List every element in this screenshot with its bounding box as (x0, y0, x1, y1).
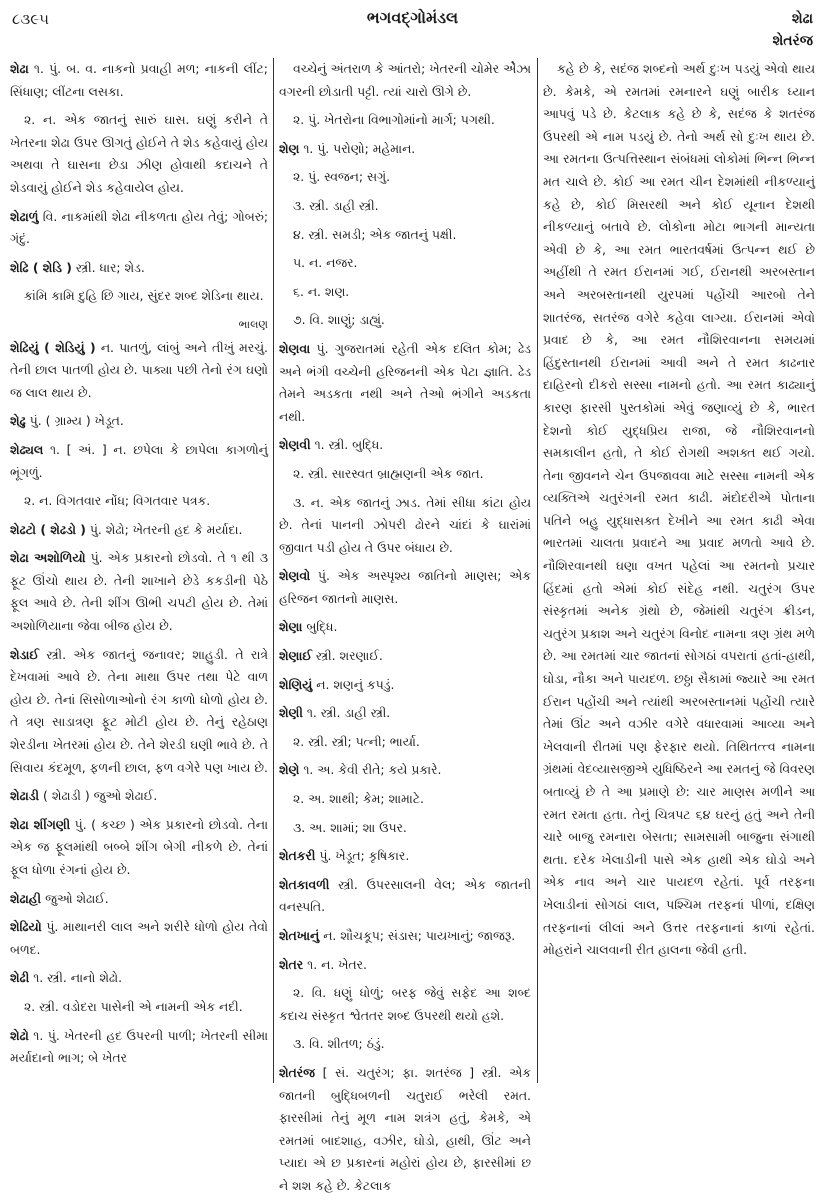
entry-definition: પું. ( ગ્રામ્ય ) ખેડૂત. (29, 413, 124, 429)
entry-headword: શેણી (279, 705, 303, 721)
entry-definition: ૨. પું. સ્વજન; સગું. (293, 169, 391, 185)
entry-headword: શેઢાડી (10, 788, 40, 804)
entry-headword: શેઢાહી (10, 890, 42, 906)
entry-headword: શેણવા (279, 340, 311, 356)
dictionary-entry (279, 817, 531, 840)
entry-definition: ૨. ન. એક જાતનું સારું ઘાસ. ઘણું કરીને તે ખેતરના શેઢા ઉપર ઊગતું હોઈને તે શેડ કહેવાયું હોય અથવા તે ઘાસના છેડા ઝીણ હોવાથી કદાચને તે શેડવાયું હોઈને શેડ કહેવાયેલ હોય. (10, 112, 268, 195)
entry-definition: ૧. પું. બ. વ. નાકનો પ્રવાહી મળ; નાકની લીંટ; સિંધાણ; લીંટના લસકા. (10, 61, 268, 99)
dictionary-entry (10, 1025, 268, 1070)
entry-definition: સ્ત્રી. શરણાઈ. (315, 648, 383, 664)
dictionary-entry (10, 916, 268, 961)
entry-headword: શેઢાળું (10, 208, 39, 224)
dictionary-entry (279, 224, 531, 247)
entry-headword: શેઢ્યલ (10, 441, 44, 457)
dictionary-entry (279, 954, 531, 977)
entry-headword: શેણિયું (279, 676, 313, 692)
dictionary-entry (543, 58, 815, 962)
entry-headword: શેણવી (279, 437, 311, 453)
entry-definition: જુઓ શેઢાઈ. (45, 890, 109, 906)
entry-definition: ૨. અ. શાથી; કેમ; શામાટે. (293, 791, 424, 807)
entry-definition: સ્ત્રી. ઉપરસાલની વેલ; એક જાતની વનસ્પતિ. (279, 876, 531, 915)
entry-definition: ન. પાતળું, લાંબું અને તીખું મરચું. તેની છાલ પાતળી હોય છે. પાક્યા પછી તેનો રંગ ઘણો જ લાલ થાય છે. (10, 339, 268, 400)
dictionary-entry (279, 109, 531, 132)
entry-definition: ૨. સ્ત્રી. વડોદરા પાસેની એ નામની એક નદી. (24, 998, 243, 1014)
entry-definition: ૭. વિ. શાણું; ડાહ્યું. (293, 312, 385, 328)
entry-definition: ૩. સ્ત્રી. ડાહી સ્ત્રી. (293, 197, 379, 213)
dictionary-entry (10, 888, 268, 911)
entry-headword: શેતર (279, 956, 304, 972)
entry-definition: ન. શૌચકૂપ; સંડાસ; પાયખાનું; જાજરૂ. (323, 928, 516, 943)
entry-definition: ૨. સ્ત્રી. સારસ્વત બ્રાહ્મણની એક જાત. (293, 465, 484, 481)
entry-headword: શેઢી (10, 970, 30, 986)
entry-definition: ૨. પું. ખેતરોના વિભાગોમાંનો માર્ગ; પગથી. (293, 112, 495, 128)
entry-definition: કાંમિ કામિ દુહિ છિ ગાય, સુંદર શબ્દ શેડિના થાય. (24, 288, 264, 304)
entry-definition: [ સં. ચતુરંગ; ફા. શતરંજ ] સ્ત્રી. એક જાતની બુદ્ધિબળની ચતુરાઈ ભરેલી રમત. ફારસીમાં તેનું મૂળ નામ શત્રંગ હતું, કેમકે, એ રમતમાં બાદશાહ, વઝીર, ઘોડો, હાથી, ઊંટ અને પ્યાદા એ છ પ્રકારનાં મહોરાં હોય છે, ફારસીમાં છ ને શશ કહે છે. કેટલાક (279, 1064, 531, 1193)
dictionary-entry (10, 58, 268, 103)
entry-definition: વચ્ચેનું અંતરાળ કે આંતરો; ખેતરની ચોમેર એેઝા વગરની છોડાતી પટ્ટી. ત્યાં ચારો ઊગે છે. (279, 61, 531, 99)
entry-headword: શેઢિ ( શેડિ ) (10, 259, 72, 275)
entry-definition: પું. ગુજરાતમાં રહેતી એક દલિત કોમ; ઢેડ અને ભંગી વચ્ચેની હરિજનની એક પેટા જ્ઞાતિ. ઢેડ તેમને અડકતા નથી અને તેઓ ભંગીને અડકતા નથી. (279, 340, 531, 424)
dictionary-entry (279, 731, 531, 754)
dictionary-entry (279, 434, 531, 457)
dictionary-entry (279, 58, 531, 103)
guide-words (772, 8, 813, 52)
entry-definition: ૧. પું. ખેતરની હદ ઉપરની પાળી; ખેતરની સીમા મર્યાદાનો ભાગ; બે ખેતર (10, 1027, 268, 1066)
dictionary-entry (279, 338, 531, 428)
entry-definition: ૧. સ્ત્રી. બુદ્ધિ. (314, 437, 384, 453)
entry-definition: સ્ત્રી. એક જાતનું જનાવર; શાહુડી. તે રાત્રે દેખવામાં આવે છે. તેના માથા ઉપર તથા પેટે વાળ હોય છે. તેનાં સિસોળાઓનો રંગ કાળો ધોળો હોય છે. તે ત્રણ સાડાત્રણ ફૂટ મોટી હોય છે. તેનું રહેઠાણ શેરડીના ખેતરમાં હોય છે. તેને શેરડી ઘણી ભાવે છે. તે સિવાય કંદમૂળ, ફળની છાલ, ફળ વગેરે પણ ખાય છે. (10, 646, 268, 775)
entry-headword: શેતકરી (279, 848, 316, 864)
dictionary-entry (279, 702, 531, 725)
dictionary-entry (279, 309, 531, 332)
dictionary-entry (10, 439, 268, 484)
dictionary-entry (10, 206, 268, 251)
dictionary-entry (10, 257, 268, 280)
entry-headword: શેઢિયો (10, 919, 42, 935)
dictionary-entry (279, 1062, 531, 1198)
dictionary-entry (279, 616, 531, 639)
dictionary-entry (10, 547, 268, 637)
dictionary-entry (279, 492, 531, 560)
entry-headword: શેઢા (10, 61, 29, 76)
entry-definition: ૩. ન. એક જાતનું ઝાડ. તેમાં સીધા કાંટા હોય છે. તેનાં પાનની ઝોપરી ઢોરને ચાંદાં કે ઘારાંમાં જીવાત પડી હોય તે ઉપર બંધાય છે. (279, 494, 531, 555)
entry-headword: શેઢિયું ( શેડિયું ) (10, 339, 96, 355)
dictionary-entry (279, 874, 531, 919)
column-1 (10, 58, 268, 1076)
entry-definition: ૨. ન. વિગતવાર નોંધ; વિગતવાર પત્રક. (24, 493, 211, 509)
entry-headword: શેઢટો ( શેઢડો ) (10, 521, 86, 537)
page-header (0, 0, 825, 56)
entry-definition: ૫. ન. નજર. (293, 255, 358, 271)
entry-headword: શેડાઈ (10, 646, 39, 662)
dictionary-entry (279, 166, 531, 189)
dictionary-entry (279, 252, 531, 275)
quote-source: ભાલણ (238, 317, 268, 331)
column-2 (279, 58, 531, 1204)
dictionary-entry (10, 519, 268, 542)
entry-headword: શેણા (279, 619, 303, 635)
entry-definition: ૨. સ્ત્રી. સ્ત્રી; પત્ની; ભાર્યા. (293, 733, 420, 749)
dictionary-entry (10, 337, 268, 405)
dictionary-entry (279, 645, 531, 668)
entry-definition: ન. શણનું કપડું. (316, 676, 395, 692)
entry-headword: શેણાઈ (279, 648, 312, 664)
entry-definition: ૪. સ્ત્રી. સમડી; એક જાતનું પક્ષી. (293, 226, 457, 242)
dictionary-entry (10, 996, 268, 1019)
entry-definition: પું. ( કચ્છ ) એક પ્રકારનો છોડવો. તેના એક જ ફૂલમાંથી બબ્બે શીંગ બેગી નીકળે છે. તેનાં ફૂલ ધોળા રંગનાં હોય છે. (10, 816, 268, 877)
entry-definition: ૧. પું. પરોણો; મહેમાન. (303, 140, 416, 156)
dictionary-entry (10, 410, 268, 433)
entry-definition: ૧. સ્ત્રી. ડાહી સ્ત્રી. (306, 705, 391, 721)
entry-definition: વિ. નાકમાંથી શેઢા નીકળતા હોય તેવું; ગોબરું; ગંદું. (10, 208, 268, 247)
entry-definition: ૧. સ્ત્રી. નાનો શેઢો. (33, 970, 123, 986)
dictionary-entry (279, 845, 531, 868)
entry-definition: પું. એક અસ્પૃશ્ય જાતિનો માણસ; એક હરિજન જાતનો માણસ. (279, 568, 531, 606)
entry-headword: શેઢા શીંગણી (10, 816, 71, 832)
dictionary-entry (279, 759, 531, 782)
entry-headword: શેતખાનું (279, 928, 320, 943)
dictionary-entry (279, 565, 531, 610)
entry-definition: ૧. અ. કેવી રીતે; કયે પ્રકારે. (303, 762, 442, 778)
dictionary-entry (279, 925, 531, 948)
entry-definition: પું. એક પ્રકારનો છોડવો. તે ૧ થી ૩ ફૂટ ઊંચો થાય છે. તેની શાખાને છેડે કકડીની પેઠે ફૂલ આવે છે. તેની શીંગ ઊભી ચપટી હોય છે. તેમાં અશોળિયાના જેવા બીજ હોય છે. (10, 550, 268, 634)
entry-definition: બુદ્ધિ. (306, 619, 338, 635)
dictionary-entry (279, 788, 531, 811)
dictionary-entry (279, 195, 531, 218)
entry-headword: શેણ (279, 140, 300, 156)
dictionary-entry (279, 674, 531, 697)
dictionary-entry (10, 109, 268, 199)
entry-headword: શેઢો (10, 1027, 29, 1043)
entry-definition: ( શેઢાડી ) જુઓ શેઢાઈ. (43, 788, 158, 804)
entry-definition: ૧. ન. ખેતર. (307, 956, 367, 972)
dictionary-entry (279, 281, 531, 304)
dictionary-entry (279, 982, 531, 1027)
entry-definition: સ્ત્રી. ધાર; શેડ. (75, 259, 145, 275)
dictionary-entry (10, 644, 268, 780)
page-number: ૮૩૯૫ (12, 10, 49, 28)
entry-definition: ૧. [ અં. ] ન. છપેલા કે છાપેલા કાગળોનું ભૂંગળું. (10, 441, 268, 480)
entry-definition: પું. શેઢો; ખેતરની હદ કે મર્યાદા. (89, 521, 243, 537)
entry-headword: શેતકાવળી (279, 876, 330, 892)
column-divider (537, 58, 538, 1083)
entry-definition: ૩. વિ. શીતળ; ઠંડું. (293, 1036, 385, 1052)
dictionary-entry (10, 490, 268, 513)
entry-definition: ૩. અ. શામાં; શા ઉપર. (293, 819, 407, 835)
guide-word-last: શેતરંજ (772, 33, 813, 49)
entry-headword: શેતરંજ (279, 1064, 315, 1080)
guide-word-first: શેઢા (791, 11, 813, 27)
dictionary-entry (10, 814, 268, 882)
entry-headword: શેણવો (279, 568, 311, 584)
entry-definition: પું. ખેડૂત; કૃષિકાર. (319, 848, 410, 864)
dictionary-entry (10, 285, 268, 308)
entry-headword: શેઢા અશોળિયો (10, 550, 86, 566)
dictionary-entry (10, 785, 268, 808)
dictionary-entry (10, 967, 268, 990)
entry-definition: ૬. ન. શણ. (293, 283, 350, 299)
entry-definition: પું. માથાનરી લાલ અને શરીરે ધોળો હોય તેવો બળદ. (10, 919, 268, 957)
dictionary-entry (279, 463, 531, 486)
dictionary-entry (279, 1033, 531, 1056)
page-title: ભગવદ્ગોમંડલ (366, 8, 459, 27)
entry-definition: કહે છે કે, સદંજ શબ્દનો અર્થ દુઃખ પડયું એવો થાય છે. કેમકે, એ રમતમાં રમનારને ઘણું બારીક ધ્યાન આપવું પડે છે. કેટલાક કહે છે કે, સદંજ કે શતરંજ ઉપરથી એ નામ પડયું છે. તેનો અર્થ સો દુઃખ થાય છે. આ રમતના ઉત્પત્તિસ્થાન સંબંધમાં લોકોમાં ભિન્ન ભિન્ન મત ચાલે છે. કોઈ આ રમત ચીન દેશમાંથી નીકળ્યાનું કહે છે, કોઈ મિસરથી અને કોઈ યૂનાન દેશથી નીકળ્યાનું બતાવે છે. લોકોના મોટા ભાગની માન્યતા એવી છે કે, આ રમત ભારતવર્ષમાં ઉત્પન્ન થઈ છે અહીંથી તે રમત ઈરાનમાં ગઈ, ઈરાનથી અરબસ્તાન અને અરબસ્તાનથી યુરપમાં પહોંચી આરબો તેને શાતરંજ, સતરંજ વગેરે કહેવા લાગ્યા. ઈરાનમાં એવો પ્રવાદ છે કે, આ રમત નૌશિરવાનના સમયમાં હિંદુસ્તાનથી ઈરાનમાં આવી અને તે રમત કાઢનાર દાહિરનો દીકરો સસ્સા નામનો હતો. આ રમત કાઢ્યાનું કારણ ફારસી પુસ્તકોમાં એવું જણાવ્યું છે કે, ભારત દેશનો કોઈ યુદ્ધપ્રિય રાજા, જે નૌશિરવાનનો સમકાલીન હતો, તે કોઈ રોગથી અશક્ત થઈ ગયો. તેના જીવનને ચેન ઉપજાવવા માટે સસ્સા નામની એક વ્યક્તિએ ચતુરંગની રમત કાઢી. મંદોદરીએ પોતાના પતિને બહુ યુદ્ધાસક્ત દેખીને આ રમત કાઢી એવા ભારતમાં ચાલતા પ્રવાદને આ પ્રવાદ મળતો આવે છે. નૌશિરવાનથી ઘણા વખત પહેલાં આ રમતનો પ્રચાર હિંદમાં હતો એમાં કોઈ સંદેહ નથી. ચતુરંગ ઉપર સંસ્કૃતમાં અનેક ગ્રંથો છે, જેમાંથી ચતુરંગ ક્રીડન, ચતુરંગ પ્રકાશ અને ચતુરંગ વિનોદ નામના ત્રણ ગ્રંથ મળે છે. આ રમતમાં ચાર જાતનાં સોગઠાં વપરાતાં હતાં-હાથી, ઘોડા, નૌકા અને પાયદળ. છઠ્ઠા સૈકામાં જ્યારે આ રમત ઈરાન પહોંચી અને ત્યાંથી અરબસ્તાનમાં પહોંચી ત્યારે તેમાં ઊંટ અને વઝીર વગેરે વધારવામાં આવ્યા અને ખેલવાની રીતમાં પણ ફેરફાર થયો. તિથિતત્ત્વ નામના ગ્રંથમાં વેદવ્યાસજીએ યુધિષ્ઠિરને આ રમતનું જે વિવરણ બતાવ્યું છે તે આ પ્રમાણે છે: ચાર માણસ મળીને આ રમત રમતા હતા. તેનું ચિત્રપટ ૬૪ ઘરનું હતું અને તેની ચારે બાજુ રમનારા બેસતા; સામસામી બાજુના સંગાથી થતા. દરેક ખેલાડીની પાસે એક હાથી એક ઘોડો અને એક નાવ અને ચાર પાયદળ રહેતાં. પૂર્વ તરફના ખેલાડીનાં સોગઠાં લાલ, પશ્ચિમ તરફનાં પીળાં, દક્ષિણ તરફનાનાં લીલાં અને ઉત્તર તરફનાનાં કાળાં રહેતાં. મોહરાંને ચાલવાની રીત હાલના જેવી હતી. (543, 61, 815, 958)
dictionary-entry (279, 138, 531, 161)
entry-headword: શેણે (279, 762, 300, 778)
entry-definition: ૨. વિ. ધણું ધોળું; બરફ જેવું સફેદ આ શબ્દ કદાચ સંસ્કૃત શ્વેતતર શબ્દ ઉપરથી થયો હશે. (279, 985, 531, 1023)
column-divider (273, 58, 274, 1083)
entry-headword: શેઢુ (10, 413, 26, 429)
column-3 (543, 58, 815, 968)
